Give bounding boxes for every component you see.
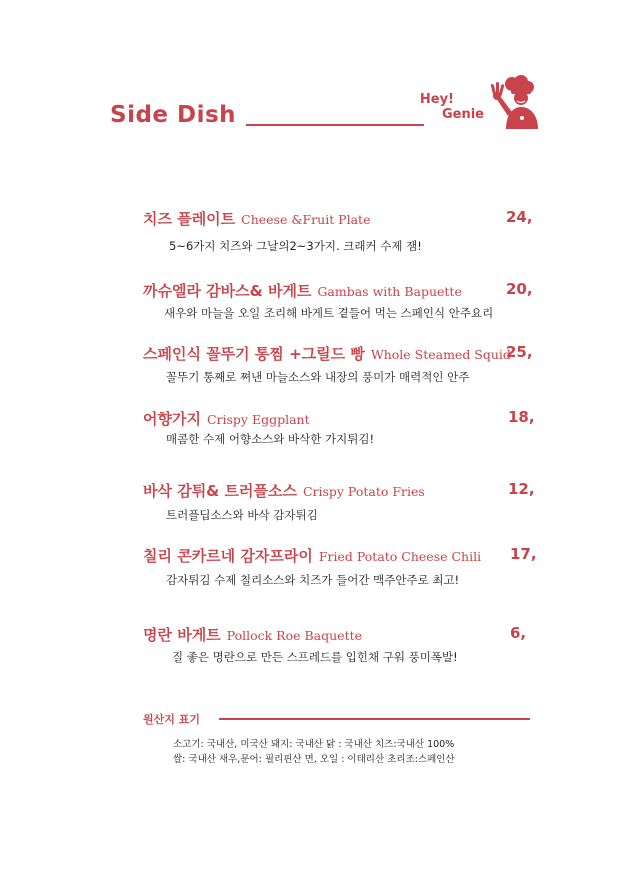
menu-item-name	[143, 545, 481, 566]
menu-item-description: 꼴뚜기 통째로 쪄낸 마늘소스와 내장의 풍미가 매력적인 안주	[166, 370, 470, 384]
menu-item-name-english: Crispy Potato Fries	[302, 484, 425, 499]
origin-heading: 원산지 표기	[143, 713, 200, 726]
menu-item-name	[143, 408, 310, 429]
chef-waving-icon	[486, 74, 542, 130]
brand-logo	[408, 92, 484, 122]
menu-item-price: 12,	[508, 480, 535, 498]
menu-item-name-english: Cheese &Fruit Plate	[241, 212, 371, 227]
origin-line-1: 소고기: 국내산, 미국산 돼지: 국내산 닭 : 국내산 치즈:국내산 100%	[173, 739, 455, 750]
menu-item-name-korean: 어향가지	[143, 410, 201, 428]
menu-item-description: 새우와 마늘을 오일 조리해 바게트 곁들어 먹는 스페인식 안주요리	[164, 306, 494, 320]
menu-item-name-english: Crispy Eggplant	[206, 412, 310, 427]
menu-item-description: 질 좋은 명란으로 만든 스프레드를 입힌채 구워 풍미폭발!	[172, 650, 458, 664]
menu-item-name	[143, 480, 425, 501]
brand-logo-line2: Genie	[441, 107, 484, 122]
menu-item-name-korean: 칠리 콘카르네 감자프라이	[143, 547, 313, 565]
menu-item-name-korean: 치즈 플레이트	[143, 210, 236, 228]
menu-item-name-english: Gambas with Bapuette	[317, 284, 462, 299]
menu-item-price: 6,	[510, 624, 527, 642]
origin-divider	[219, 718, 530, 720]
menu-item-name	[143, 343, 511, 364]
menu-item-description: 감자튀김 수제 칠리소스와 치즈가 들어간 맥주안주로 최고!	[166, 573, 460, 587]
menu-item-name-korean: 까슈엘라 감바스& 바게트	[143, 282, 312, 300]
menu-item-name-korean: 명란 바게트	[143, 626, 221, 644]
menu-item-description: 매콤한 수제 어향소스와 바삭한 가지튀김!	[166, 432, 375, 446]
menu-item-description: 트러플딥소스와 바삭 감자튀김	[166, 508, 318, 522]
menu-item-price: 25,	[506, 343, 533, 361]
menu-item-name-english: Fried Potato Cheese Chili	[318, 549, 482, 564]
title-divider	[246, 124, 424, 126]
brand-logo-line1: Hey!	[419, 92, 454, 107]
menu-item-price: 20,	[506, 280, 533, 298]
menu-item-name-korean: 바삭 감튀& 트러플소스	[143, 482, 297, 500]
origin-line-2: 쌀: 국내산 새우,문어: 필리핀산 면, 오일 : 이태리산 초리조:스페인산	[173, 754, 455, 765]
page-title: Side Dish	[110, 102, 237, 128]
menu-item-name-english: Pollock Roe Baquette	[226, 628, 363, 643]
menu-item-price: 17,	[510, 545, 537, 563]
menu-item-name	[143, 624, 362, 645]
menu-item-name	[143, 208, 370, 229]
menu-item-price: 18,	[508, 408, 535, 426]
menu-item-name-english: Whole Steamed Squid	[370, 347, 511, 362]
menu-item-price: 24,	[506, 208, 533, 226]
menu-item-description: 5~6가지 치즈와 그날의2~3가지. 크래커 수제 잼!	[169, 239, 422, 253]
menu-item-name-korean: 스페인식 꼴뚜기 통찜 +그릴드 빵	[143, 345, 365, 363]
menu-item-name	[143, 280, 462, 301]
